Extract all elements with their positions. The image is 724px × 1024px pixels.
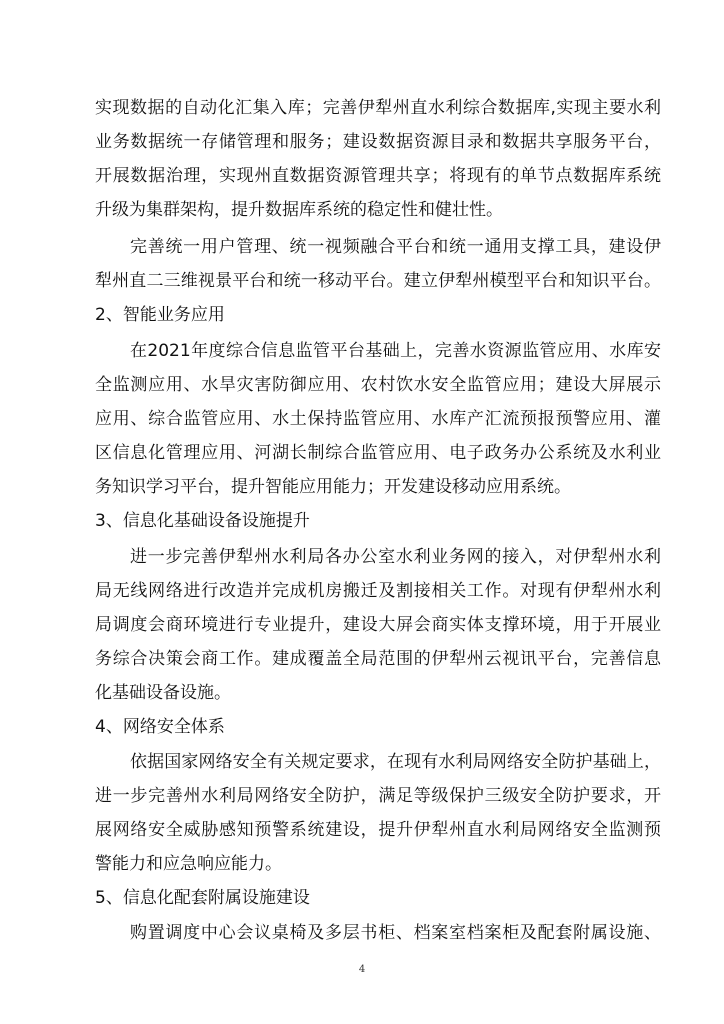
section-heading: 4、网络安全体系 — [95, 717, 225, 737]
paragraph-line: 展网络安全威胁感知预警系统建设，提升伊犁州直水利局网络安全监测预 — [95, 820, 661, 840]
paragraph-line: 化基础设备设施。 — [95, 683, 231, 703]
paragraph-line: 完善统一用户管理、统一视频融合平台和统一通用支撑工具，建设伊 — [130, 237, 661, 257]
paragraph-line: 在2021年度综合信息监管平台基础上，完善水资源监管应用、水库安 — [130, 341, 661, 361]
section-heading: 3、信息化基础设备设施提升 — [95, 511, 310, 531]
paragraph-line: 犁州直二三维视景平台和统一移动平台。建立伊犁州模型平台和知识平台。 — [95, 271, 661, 291]
section-heading: 5、信息化配套附属设施建设 — [95, 888, 310, 908]
paragraph-line: 进一步完善州水利局网络安全防护，满足等级保护三级安全防护要求，开 — [95, 786, 661, 806]
paragraph-line: 业务数据统一存储管理和服务；建设数据资源目录和数据共享服务平台， — [95, 132, 661, 152]
page-number: 4 — [358, 964, 366, 975]
paragraph-line: 购置调度中心会议桌椅及多层书柜、档案室档案柜及配套附属设施、 — [130, 923, 661, 943]
section-heading: 2、智能业务应用 — [95, 305, 225, 325]
paragraph-line: 开展数据治理，实现州直数据资源管理共享；将现有的单节点数据库系统 — [95, 166, 661, 186]
paragraph-line: 依据国家网络安全有关规定要求，在现有水利局网络安全防护基础上， — [130, 752, 661, 772]
paragraph-line: 务综合决策会商工作。建成覆盖全局范围的伊犁州云视讯平台，完善信息 — [95, 649, 661, 669]
paragraph-line: 务知识学习平台，提升智能应用能力；开发建设移动应用系统。 — [95, 477, 571, 497]
paragraph-line: 警能力和应急响应能力。 — [95, 854, 282, 874]
paragraph-line: 进一步完善伊犁州水利局各办公室水利业务网的接入，对伊犁州水利 — [130, 547, 661, 567]
paragraph-line: 实现数据的自动化汇集入库；完善伊犁州直水利综合数据库,实现主要水利 — [95, 98, 661, 118]
paragraph-line: 局无线网络进行改造并完成机房搬迁及割接相关工作。对现有伊犁州水利 — [95, 581, 661, 601]
paragraph-line: 局调度会商环境进行专业提升，建设大屏会商实体支撑环境，用于开展业 — [95, 615, 661, 635]
paragraph-line: 区信息化管理应用、河湖长制综合监管应用、电子政务办公系统及水利业 — [95, 443, 661, 463]
paragraph-line: 全监测应用、水旱灾害防御应用、农村饮水安全监管应用；建设大屏展示 — [95, 375, 661, 395]
paragraph-line: 升级为集群架构，提升数据库系统的稳定性和健壮性。 — [95, 200, 503, 220]
paragraph-line: 应用、综合监管应用、水土保持监管应用、水库产汇流预报预警应用、灌 — [95, 409, 661, 429]
